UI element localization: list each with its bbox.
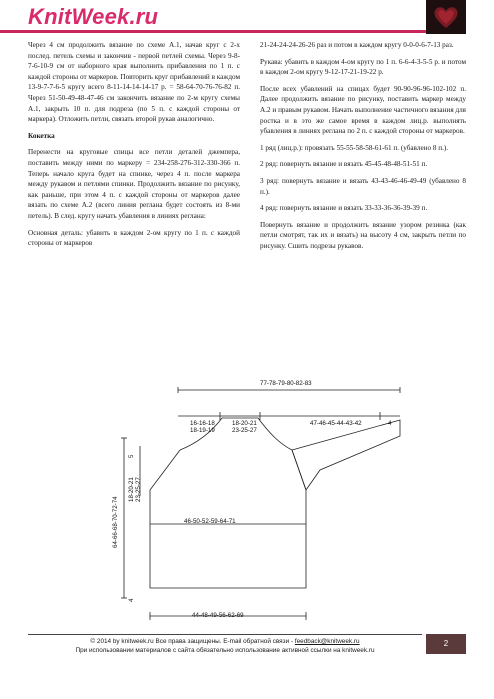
copyright-text: © 2014 by knitweek.ru Все права защищены. E-mail обратной связи - (90, 638, 295, 645)
dim-small-5: 5 (128, 454, 135, 458)
footer (28, 634, 466, 660)
footer-notice (28, 646, 422, 655)
dim-chest-width: 46-50-52-59-64-71 (184, 518, 236, 525)
site-link[interactable]: knitweek.ru (342, 647, 375, 654)
heart-icon (426, 0, 466, 34)
right-column (260, 40, 466, 258)
dim-yoke-height: 18-20-21 23-25-27 (128, 477, 142, 502)
site-logo[interactable]: KnitWeek.ru (28, 4, 159, 29)
header (0, 0, 494, 34)
paragraph: Рукава: убавить в каждом 4-ом кругу по 1 п. 6-6-4-3-5-5 р. и потом в каждом 2-ом кругу 9-12-17-21-19-22 р. (260, 57, 466, 77)
footer-copyright (28, 637, 422, 646)
dim-rib: 4 (128, 598, 135, 602)
paragraph: 3 ряд: повернуть вязание и вязать 43-43-46-46-49-49 (убавлено 8 п.). (260, 176, 466, 196)
dim-neck-depth: 18-20-21 23-25-27 (232, 420, 257, 434)
dim-body-length: 64-66-68-70-72-74 (112, 496, 119, 548)
dim-cuff: 4 (388, 420, 392, 427)
paragraph: Основная деталь: убавить в каждом 2-ом кругу по 1 п. с каждой стороны от маркеров (28, 228, 240, 248)
header-divider (0, 30, 434, 33)
garment-schematic (110, 378, 480, 628)
notice-text: При использовании материалов с сайта обязательно использование активной ссылки на (75, 647, 343, 654)
paragraph: Перенести на круговые спицы все петли деталей джемпера, поставить между ними по маркеру = 234-258-276-312-330-366 п. Теперь начало круга будет на спинке, через 4 п. после маркера между рукавом и петлями спинки. Продолжить вязание по рисунку, как раньше, при этом 4 п. с каждой стороны от маркеров далее вязать по схеме А.2 (всего линия реглана будет состоять из 8-ми петель). В след. кругу начать убавления в линиях реглана: (28, 148, 240, 220)
dim-sleeve-length: 77-78-79-80-82-83 (260, 380, 312, 387)
schematic-outline (110, 378, 480, 628)
dim-hem-width: 44-48-49-56-62-69 (192, 612, 244, 619)
paragraph: 2 ряд: повернуть вязание и вязать 45-45-48-48-51-51 п. (260, 160, 428, 169)
footer-divider (28, 634, 422, 635)
paragraph: После всех убавлений на спицах будет 90-90-96-96-102-102 п. Далее продолжить вязание по рисунку, поставить маркер между А.2 и правым рукавом. Начать выполнение частичного вязания для ростка и в это же самое время в каждом лиц.р. выполнять убавления в линиях реглана по 2 п. с каждой стороны от маркеров. (260, 84, 466, 136)
left-column (28, 40, 240, 255)
section-title-yoke: Кокетка (28, 131, 55, 140)
paragraph: Повернуть вязание и продолжить вязание узором резинка (как петли смотрят, так их и вязать) на высоту 4 см, закрыть петли по рисунку. Сшить подрезы рукавов. (260, 220, 466, 250)
page-number: 2 (426, 634, 466, 654)
footer-text (28, 637, 422, 655)
dim-sleeve-top: 47-46-45-44-43-42 (310, 420, 362, 427)
feedback-email-link[interactable]: feedback@knitweek.ru (294, 638, 360, 645)
paragraph: 4 ряд: повернуть вязание и вязать 33-33-36-36-39-39 п. (260, 204, 428, 213)
paragraph: 21-24-24-24-26-26 раз и потом в каждом кругу 0-0-0-6-7-13 раз. (260, 41, 454, 49)
dim-neck-width: 16-16-18 18-19-19 (190, 420, 215, 434)
paragraph: 1 ряд (лиц.р.): провязать 55-55-58-58-61-61 п. (убавлено 8 п.). (260, 143, 449, 152)
header-heart-image (426, 0, 466, 34)
paragraph: Через 4 см продолжить вязание по схеме А.1, начав круг с 2-х послед. петель схемы и закончив - первой петлей схемы. Через 9-8-7-6-10-9 см от наборного края выполнить прибавления по 1 п. с каждой стороны от маркеров. Повторить круг прибавлений в каждом 13-9-7-7-6-5 кругу всего 8-11-14-14-14-17 р. = 58-64-70-76-76-82 п. Через 51-50-49-48-47-46 см закончить вязание по 2-м кругу схемы А.1, закрыть 10 п. для подреза (по 5 п. с каждой стороны от маркера). Отложить петли, связать второй рукав аналогично. (28, 41, 240, 124)
